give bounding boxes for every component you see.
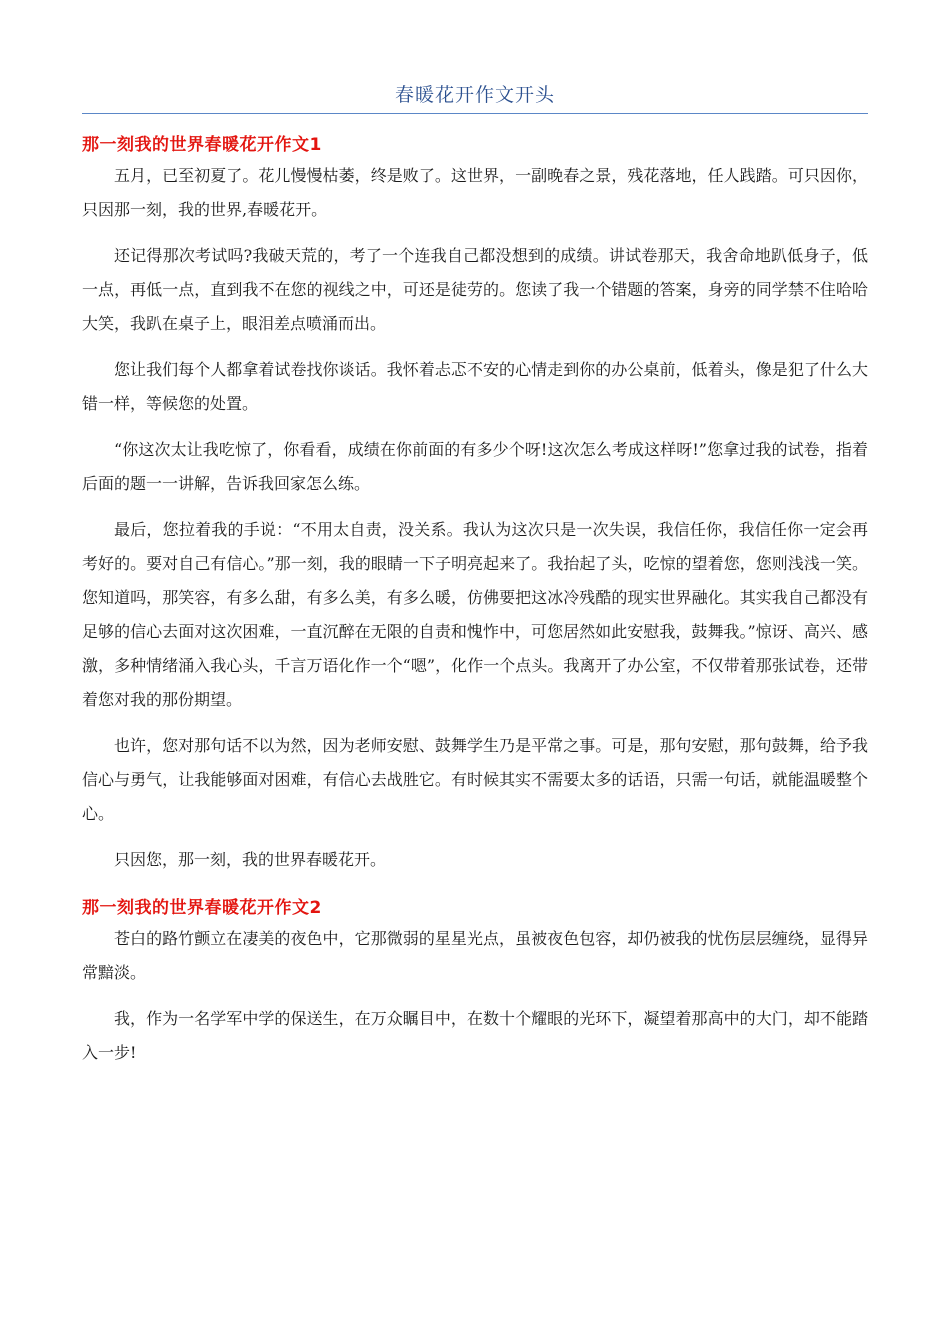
paragraph: “你这次太让我吃惊了，你看看，成绩在你前面的有多少个呀!这次怎么考成这样呀!”您拿过我的试卷，指着后面的题一一讲解，告诉我回家怎么练。: [82, 440, 868, 493]
paragraph: 苍白的路竹颤立在凄美的夜色中，它那微弱的星星光点，虽被夜色包容，却仍被我的忧伤层层缠绕，显得异常黯淡。: [82, 929, 868, 982]
essay-section-2: [82, 893, 868, 1070]
paragraph: 您让我们每个人都拿着试卷找你谈话。我怀着忐忑不安的心情走到你的办公桌前，低着头，像是犯了什么大错一样，等候您的处置。: [82, 360, 868, 413]
section-title: 那一刻我的世界春暖花开作文1: [82, 135, 322, 155]
paragraph: 也许，您对那句话不以为然，因为老师安慰、鼓舞学生乃是平常之事。可是，那句安慰，那句鼓舞，给予我信心与勇气，让我能够面对困难，有信心去战胜它。有时候其实不需要太多的话语，只需一句话，就能温暖整个心。: [82, 736, 868, 823]
paragraph: 最后，您拉着我的手说：“不用太自责，没关系。我认为这次只是一次失误，我信任你，我信任你一定会再考好的。要对自己有信心。”那一刻，我的眼睛一下子明亮起来了。我抬起了头，吃惊的望着您，您则浅浅一笑。您知道吗，那笑容，有多么甜，有多么美，有多么暖，仿佛要把这冰冷残酷的现实世界融化。其实我自己都没有足够的信心去面对这次困难，一直沉醉在无限的自责和愧怍中，可您居然如此安慰我，鼓舞我。”惊讶、高兴、感激，多种情绪涌入我心头，千言万语化作一个“嗯”，化作一个点头。我离开了办公室，不仅带着那张试卷，还带着您对我的那份期望。: [82, 520, 868, 709]
page-header-title: 春暖花开作文开头: [82, 80, 868, 114]
paragraph: 只因您，那一刻，我的世界春暖花开。: [114, 850, 387, 869]
paragraph: 我，作为一名学军中学的保送生，在万众瞩目中，在数十个耀眼的光环下，凝望着那高中的大门，却不能踏入一步!: [82, 1009, 868, 1062]
essay-section-1: [82, 130, 868, 877]
paragraph: 还记得那次考试吗?我破天荒的，考了一个连我自己都没想到的成绩。讲试卷那天，我舍命地趴低身子，低一点，再低一点，直到我不在您的视线之中，可还是徒劳的。您读了我一个错题的答案，身旁的同学禁不住哈哈大笑，我趴在桌子上，眼泪差点喷涌而出。: [82, 246, 868, 333]
paragraph: 五月，已至初夏了。花儿慢慢枯萎，终是败了。这世界，一副晚春之景，残花落地，任人践踏。可只因你，只因那一刻，我的世界,春暖花开。: [82, 166, 868, 219]
document-page: [82, 80, 868, 1082]
section-title: 那一刻我的世界春暖花开作文2: [82, 898, 322, 918]
